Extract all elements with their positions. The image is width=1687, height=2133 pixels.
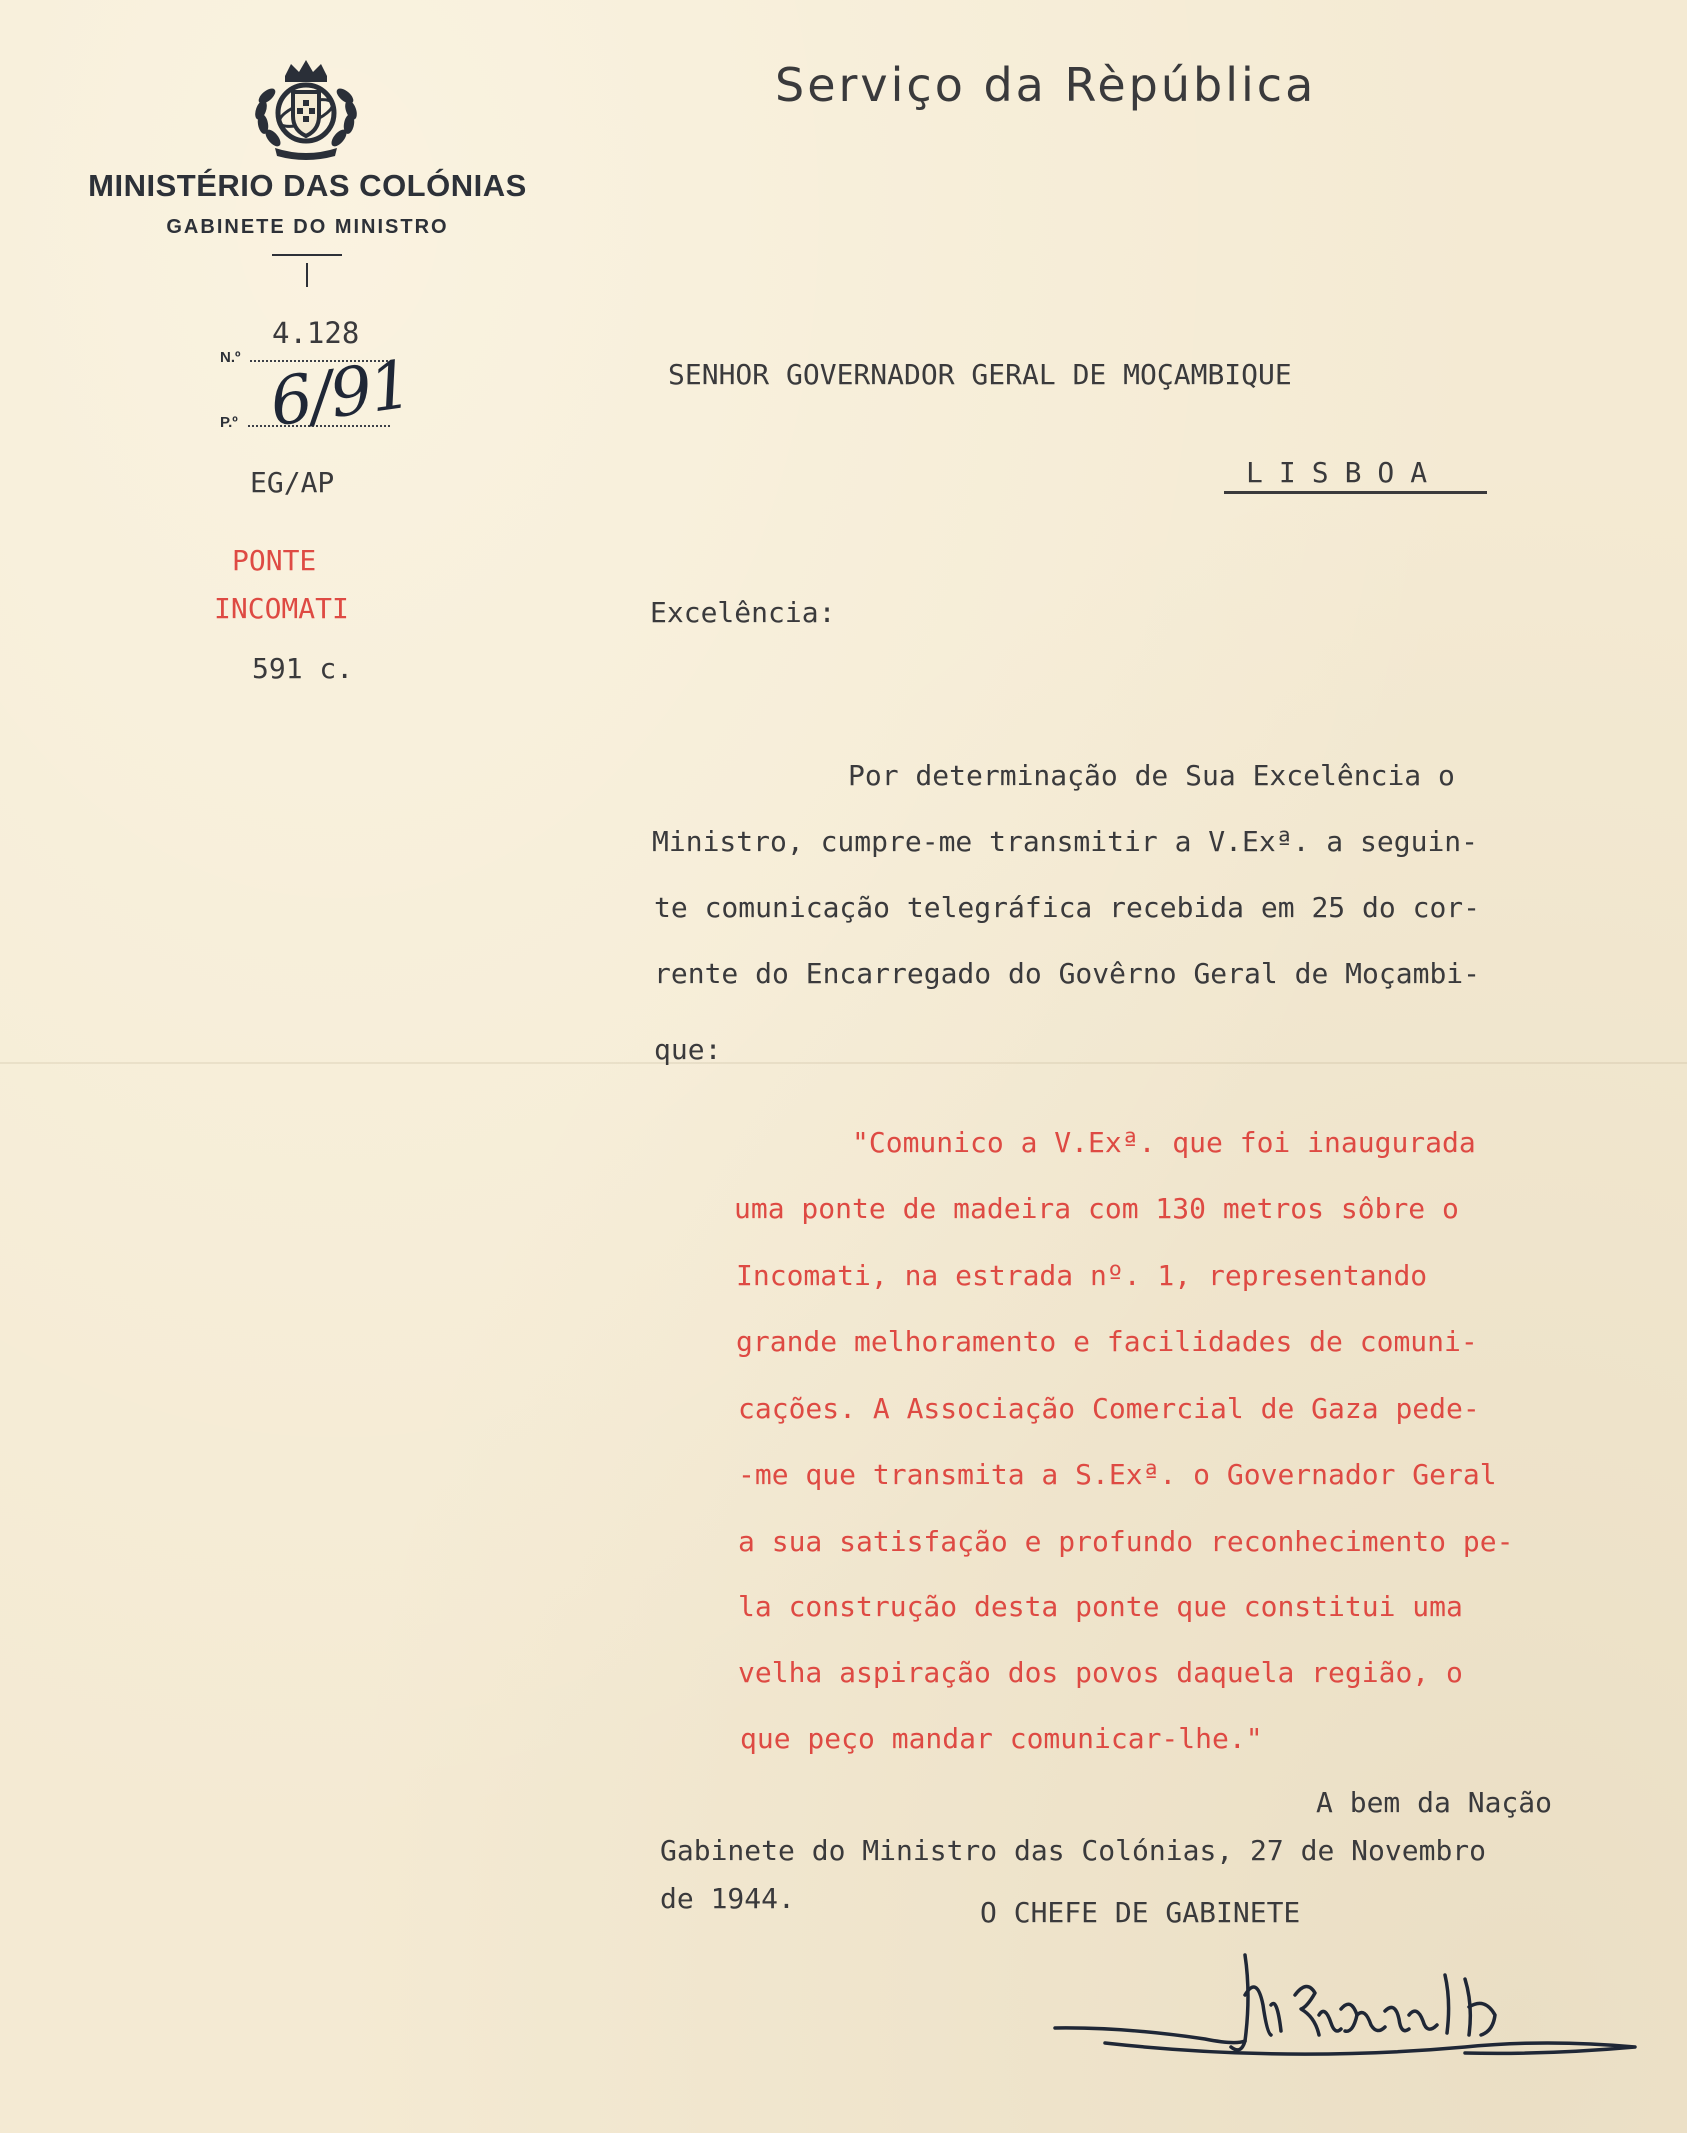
intro-line: rente do Encarregado do Govêrno Geral de Moçambi- (654, 957, 1481, 990)
quote-line: -me que transmita a S.Exª. o Governador Geral (738, 1458, 1497, 1491)
paper-fold (0, 1062, 1687, 1064)
intro-line: que: (654, 1033, 722, 1066)
quote-line: la construção desta ponte que constitui uma (738, 1590, 1463, 1623)
place-date-line: Gabinete do Ministro das Colónias, 27 de Novembro (660, 1834, 1487, 1867)
place-date-line: de 1944. (660, 1882, 795, 1915)
recipient-city: LISBOA (1246, 456, 1444, 489)
subject-line-2: INCOMATI (214, 592, 349, 625)
service-heading: Serviço da Rèpública (775, 58, 1317, 112)
quote-line: grande melhoramento e facilidades de comuni- (736, 1325, 1478, 1358)
quote-line: que peço mandar comunicar-lhe." (740, 1722, 1263, 1755)
quote-line: Incomati, na estrada nº. 1, representando (736, 1259, 1428, 1292)
intro-line: te comunicação telegráfica recebida em 25 do cor- (654, 891, 1481, 924)
greeting: Excelência: (650, 596, 836, 629)
letterhead-stem (306, 263, 308, 287)
letterhead-rule (272, 254, 342, 256)
quote-line: "Comunico a V.Exª. que foi inaugurada (852, 1126, 1476, 1159)
process-label: P.º (220, 414, 238, 431)
ministry-name: MINISTÉRIO DAS COLÓNIAS (88, 168, 527, 203)
process-number-handwritten: 6/91 (265, 345, 415, 442)
number-label: N.º (220, 349, 241, 366)
quote-line: uma ponte de madeira com 130 metros sôbre o (734, 1192, 1459, 1225)
cabinet-name: GABINETE DO MINISTRO (166, 216, 449, 238)
coat-of-arms-icon (245, 58, 367, 162)
quote-line: a sua satisfação e profundo reconhecimento pe- (738, 1525, 1514, 1558)
intro-line: Ministro, cumpre-me transmitir a V.Exª. a seguin- (652, 825, 1479, 858)
signer-title: O CHEFE DE GABINETE (980, 1896, 1301, 1929)
quote-line: cações. A Associação Comercial de Gaza pede- (738, 1392, 1480, 1425)
reference-code: 591 c. (252, 652, 354, 685)
city-underline (1224, 491, 1487, 494)
recipient: SENHOR GOVERNADOR GERAL DE MOÇAMBIQUE (668, 358, 1292, 391)
handwritten-signature-icon (1045, 1935, 1645, 2085)
initials: EG/AP (250, 466, 335, 499)
closing-salutation: A bem da Nação (1316, 1786, 1553, 1819)
number-value: 4.128 (272, 316, 360, 350)
quote-line: velha aspiração dos povos daquela região, o (738, 1656, 1463, 1689)
subject-line-1: PONTE (232, 544, 317, 577)
intro-line: Por determinação de Sua Excelência o (848, 759, 1455, 792)
